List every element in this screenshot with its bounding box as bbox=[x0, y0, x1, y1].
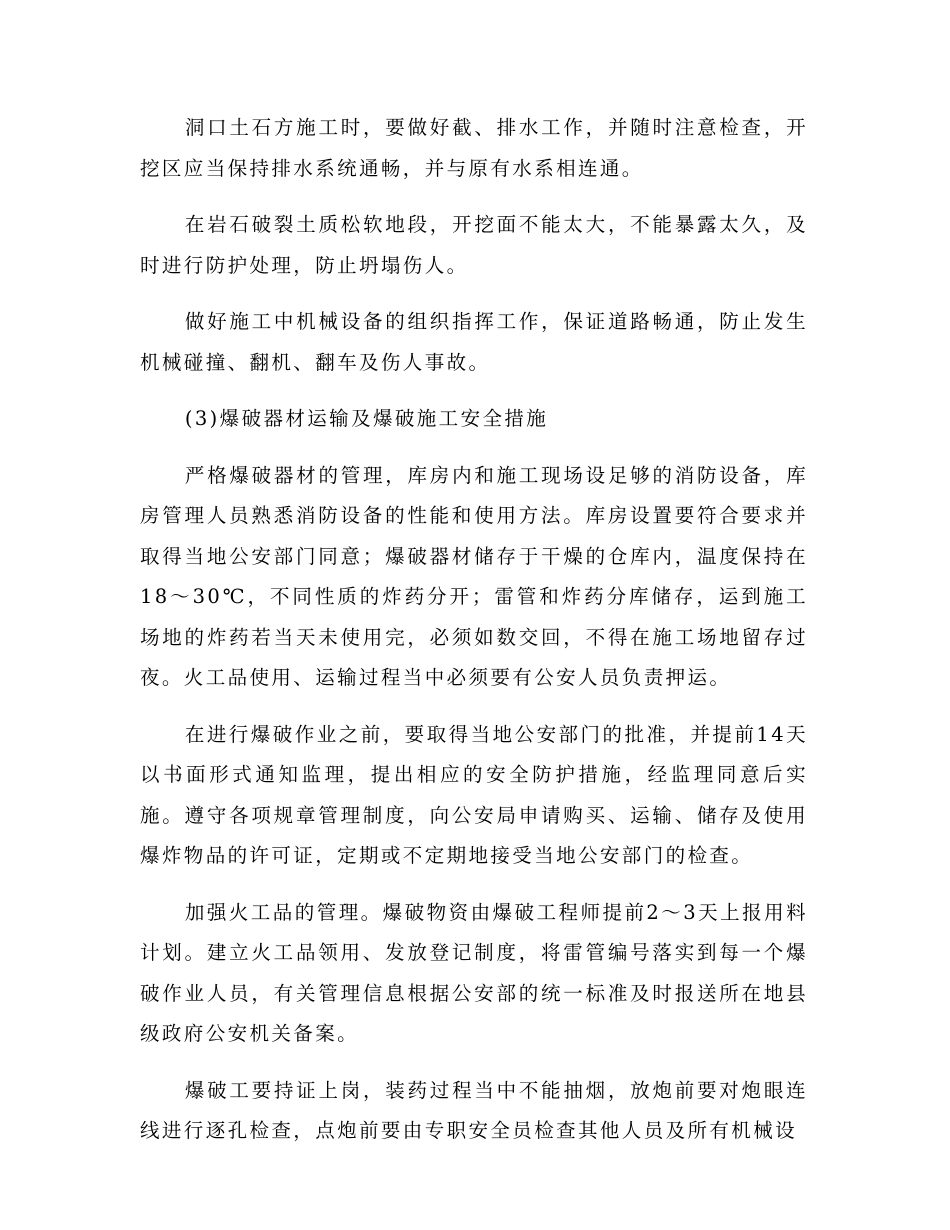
paragraph-machinery-command: 做好施工中机械设备的组织指挥工作，保证道路畅通，防止发生机械碰撞、翻机、翻车及伤人事故。 bbox=[140, 310, 808, 374]
paragraph-blaster-certification: 爆破工要持证上岗，装药过程当中不能抽烟，放炮前要对炮眼连线进行逐孔检查，点炮前要由专职安全员检查其他人员及所有机械设 bbox=[140, 1078, 808, 1142]
section-heading-blasting: (3)爆破器材运输及爆破施工安全措施 bbox=[184, 407, 549, 430]
document-body bbox=[140, 108, 808, 1168]
paragraph-pyrotechnics-management: 加强火工品的管理。爆破物资由爆破工程师提前2～3天上报用料计划。建立火工品领用、发放登记制度，将雷管编号落实到每一个爆破作业人员，有关管理信息根据公安部的统一标准及时报送所在地县级政府公安机关备案。 bbox=[140, 900, 808, 1045]
paragraph-excavation-drainage: 洞口土石方施工时，要做好截、排水工作，并随时注意检查，开挖区应当保持排水系统通畅，并与原有水系相连通。 bbox=[140, 116, 808, 180]
paragraph-rock-protection: 在岩石破裂土质松软地段，开挖面不能太大，不能暴露太久，及时进行防护处理，防止坍塌伤人。 bbox=[140, 213, 808, 277]
paragraph-blasting-approval: 在进行爆破作业之前，要取得当地公安部门的批准，并提前14天以书面形式通知监理，提出相应的安全防护措施，经监理同意后实施。遵守各项规章管理制度，向公安局申请购买、运输、储存及使用爆炸物品的许可证，定期或不定期地接受当地公安部门的检查。 bbox=[140, 722, 808, 867]
paragraph-explosives-storage: 严格爆破器材的管理，库房内和施工现场设足够的消防设备，库房管理人员熟悉消防设备的性能和使用方法。库房设置要符合要求并取得当地公安部门同意；爆破器材储存于干燥的仓库内，温度保持在18～30℃，不同性质的炸药分开；雷管和炸药分库储存，运到施工场地的炸药若当天未使用完，必须如数交回，不得在施工场地留存过夜。火工品使用、运输过程当中必须要有公安人员负责押运。 bbox=[140, 463, 808, 689]
